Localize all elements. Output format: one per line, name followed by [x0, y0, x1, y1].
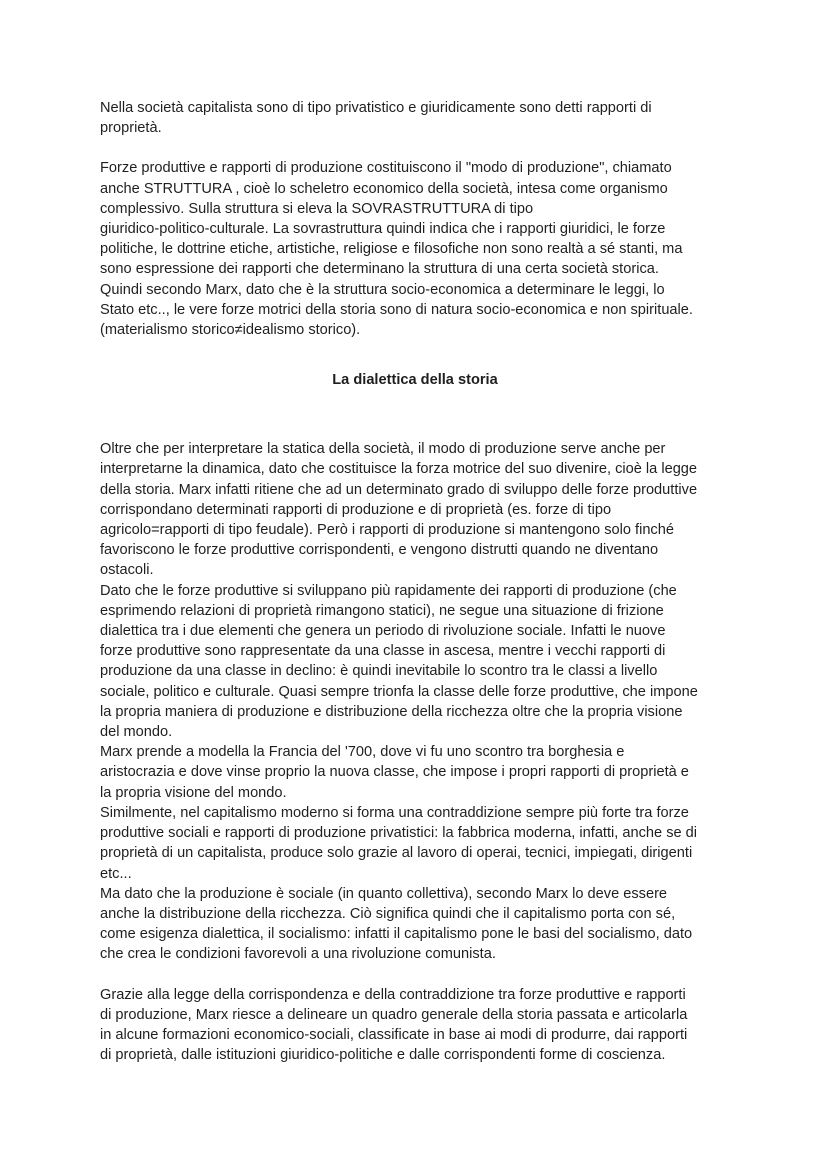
text-line: Ma dato che la produzione è sociale (in quanto collettiva), secondo Marx lo deve essere	[100, 885, 668, 902]
text-line: produttive sociali e rapporti di produzione privatistici: la fabbrica moderna, infatti, anche se di	[100, 825, 698, 842]
text-line: complessivo. Sulla struttura si eleva la SOVRASTRUTTURA di tipo	[100, 200, 534, 217]
text-line: di proprietà, dalle istituzioni giuridico-politiche e dalle corrispondenti forme di coscienza.	[100, 1047, 666, 1064]
text-line: aristocrazia e dove vinse proprio la nuova classe, che impose i propri rapporti di proprietà e	[100, 764, 689, 781]
text-line: corrispondano determinati rapporti di produzione e di proprietà (es. forze di tipo	[100, 501, 612, 518]
text-line: giuridico-politico-culturale. La sovrastruttura quindi indica che i rapporti giuridici, le forze	[100, 221, 666, 238]
text-line: Nella società capitalista sono di tipo privatistico e giuridicamente sono detti rapporti di	[100, 100, 652, 116]
paragraph-spacer	[100, 340, 730, 370]
paragraph-dialectic	[100, 439, 730, 964]
paragraph-structure-superstructure	[100, 158, 730, 340]
text-line: agricolo=rapporti di tipo feudale). Però i rapporti di produzione si mantengono solo finché	[100, 522, 674, 539]
text-line: politiche, le dottrine etiche, artistiche, religiose e filosofiche non sono realtà a sé stanti, ma	[100, 241, 683, 258]
document-page	[100, 98, 730, 1065]
text-line: etc...	[100, 865, 132, 882]
text-line: Quindi secondo Marx, dato che è la struttura socio-economica a determinare le leggi, lo	[100, 281, 665, 298]
text-line: Similmente, nel capitalismo moderno si forma una contraddizione sempre più forte tra forze	[100, 804, 689, 821]
text-line: ostacoli.	[100, 562, 154, 579]
text-line: favoriscono le forze produttive corrispondenti, e vengono distrutti quando ne diventano	[100, 542, 659, 559]
text-line: proprietà di un capitalista, produce solo grazie al lavoro di operai, tecnici, impiegati, dirigenti	[100, 845, 693, 862]
text-line: dialettica tra i due elementi che genera un periodo di rivoluzione sociale. Infatti le nuove	[100, 623, 666, 640]
text-line: Stato etc.., le vere forze motrici della storia sono di natura socio-economica e non spirituale.	[100, 301, 693, 318]
text-line: che crea le condizioni favorevoli a una rivoluzione comunista.	[100, 946, 496, 963]
text-line: proprietà.	[100, 120, 162, 137]
text-line: la propria visione del mondo.	[100, 784, 287, 801]
paragraph-spacer	[100, 965, 730, 985]
text-line: Dato che le forze produttive si sviluppano più rapidamente dei rapporti di produzione (che	[100, 582, 677, 599]
text-line: Marx prende a modella la Francia del '700, dove vi fu uno scontro tra borghesia e	[100, 744, 625, 761]
text-line: sociale, politico e culturale. Quasi sempre trionfa la classe delle forze produttive, che impone	[100, 683, 698, 700]
text-line: (materialismo storico≠idealismo storico).	[100, 322, 361, 339]
text-line: in alcune formazioni economico-sociali, classificate in base ai modi di produrre, dai rapporti	[100, 1026, 688, 1043]
text-line: interpretarne la dinamica, dato che costituisce la forza motrice del suo divenire, cioè la legge	[100, 461, 698, 478]
text-line: come esigenza dialettica, il socialismo: infatti il capitalismo pone le basi del socialismo, dato	[100, 926, 693, 943]
text-line: Forze produttive e rapporti di produzione costituiscono il "modo di produzione", chiamato	[100, 160, 672, 177]
paragraph-property-relations	[100, 98, 730, 138]
text-line: della storia. Marx infatti ritiene che ad un determinato grado di sviluppo delle forze produttive	[100, 481, 698, 498]
text-line: forze produttive sono rappresentate da una classe in ascesa, mentre i vecchi rapporti di	[100, 643, 666, 660]
text-line: anche STRUTTURA , cioè lo scheletro economico della società, intesa come organismo	[100, 180, 668, 197]
text-line: Oltre che per interpretare la statica della società, il modo di produzione serve anche per	[100, 441, 666, 458]
text-line: la propria maniera di produzione e distribuzione della ricchezza oltre che la propria visione	[100, 703, 683, 720]
text-line: Grazie alla legge della corrispondenza e della contraddizione tra forze produttive e rapporti	[100, 986, 686, 1003]
text-line: di produzione, Marx riesce a delineare un quadro generale della storia passata e articolarla	[100, 1006, 688, 1023]
section-heading: La dialettica della storia	[332, 372, 498, 389]
text-line: esprimendo relazioni di proprietà rimangono statici), ne segue una situazione di frizione	[100, 602, 664, 619]
paragraph-spacer	[100, 138, 730, 158]
paragraph-spacer	[100, 390, 730, 439]
text-line: anche la distribuzione della ricchezza. Ciò significa quindi che il capitalismo porta con sé,	[100, 905, 676, 922]
text-line: sono espressione dei rapporti che determinano la struttura di una certa società storica.	[100, 261, 659, 278]
text-line: del mondo.	[100, 724, 173, 741]
paragraph-historical-formations	[100, 985, 730, 1066]
text-line: produzione da una classe in declino: è quindi inevitabile lo scontro tra le classi a livello	[100, 663, 658, 680]
